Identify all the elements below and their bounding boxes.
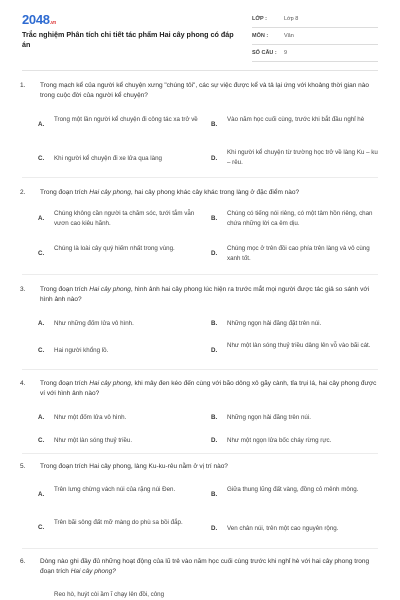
question-divider (22, 453, 378, 454)
option-a[interactable] (38, 319, 206, 331)
option-c[interactable] (38, 518, 206, 540)
page-title: Trắc nghiệm Phân tích chi tiết tác phẩm Hai cây phong có đáp án (22, 30, 234, 49)
option-b[interactable] (211, 485, 379, 507)
option-text: Như những đốm lửa vô hình. (54, 320, 134, 327)
question-stem (40, 188, 378, 198)
meta-row-subject (252, 32, 378, 45)
meta-value: Lớp 8 (284, 16, 299, 22)
option-text: Những ngọn hải đăng trên núi. (227, 414, 311, 421)
option-letter: A. (38, 320, 45, 327)
option-letter: A. (38, 414, 45, 421)
option-text: Những ngọn hải đăng đặt trên núi. (227, 320, 322, 327)
meta-label: MÔN : (252, 33, 269, 39)
question-divider (22, 274, 378, 275)
option-text: Chúng là loài cây quý hiếm nhất trong vùng. (54, 245, 175, 252)
option-text: Vào năm học cuối cùng, trước khi bắt đầu nghỉ hè (227, 116, 365, 123)
question-stem (40, 557, 378, 577)
option-letter: C. (38, 155, 45, 162)
question-stem (40, 379, 378, 399)
option-text: Khi người kể chuyện từ trường học trở về làng Ku – ku – rêu. (227, 149, 378, 166)
stem-text: , hai cây phong khác cây khác trong làng ở đặc điểm nào? (130, 189, 300, 196)
option-letter: D. (211, 437, 218, 444)
option-letter: B. (211, 215, 218, 222)
option-text: Chúng mọc ở trên đồi cao phía trên làng và vô cùng xanh tốt. (227, 245, 370, 262)
option-b[interactable] (211, 319, 379, 331)
option-text: Như một làn sóng thuỷ triều. (54, 437, 133, 444)
option-text: Hai người khổng lồ. (54, 347, 109, 354)
work-title: Hai cây phong (89, 286, 131, 293)
option-letter: A. (38, 491, 45, 498)
option-d[interactable] (211, 244, 379, 266)
option-text: Chúng có tiếng nói riêng, có một tâm hồn riêng, chan chứa những lời ca êm dịu. (227, 210, 373, 227)
question-stem: Trong đoạn trích Hai cây phong, làng Ku-ku-rêu nằm ở vị trí nào? (40, 463, 228, 470)
question-divider (22, 177, 378, 178)
option-a[interactable] (38, 485, 206, 507)
question-divider (22, 369, 378, 370)
stem-text: Dòng nào ghi đầy đủ những hoạt động của lũ trẻ vào năm học cuối cùng trước khi nghỉ hè với hai cây phong trong đoạn trích (40, 558, 370, 575)
question-stem: Trong mạch kể của người kể chuyện xưng "chúng tôi", các sự việc được kể và tả lại ứng với khoảng thời gian nào trong cuộc đời của người kể chuyện? (40, 82, 369, 99)
stem-text: Trong đoạn trích (40, 380, 90, 387)
option-letter: C. (38, 524, 45, 531)
option-letter: D. (211, 250, 218, 257)
option-letter: D. (211, 155, 218, 162)
work-title: Hai cây phong? (70, 568, 116, 575)
option-a[interactable] (38, 590, 206, 600)
option-d[interactable] (211, 436, 379, 448)
option-text: Ven chân núi, trên một cao nguyên rộng. (227, 525, 339, 532)
option-letter: C. (38, 437, 45, 444)
option-b[interactable] (211, 209, 379, 231)
option-letter: B. (211, 414, 218, 421)
option-letter: B. (211, 320, 218, 327)
option-c[interactable] (38, 244, 206, 266)
option-a[interactable] (38, 115, 206, 137)
meta-value: Văn (284, 33, 294, 39)
option-d[interactable] (211, 341, 379, 363)
option-letter: D. (211, 347, 218, 354)
option-b[interactable] (211, 115, 379, 137)
option-a[interactable] (38, 209, 206, 231)
option-letter: B. (211, 121, 218, 128)
logo-main: 2048 (22, 12, 50, 27)
header (0, 0, 400, 62)
option-a[interactable] (38, 413, 206, 425)
option-b[interactable] (211, 413, 379, 425)
meta-label: LỚP : (252, 16, 267, 22)
stem-text: Trong đoạn trích (40, 189, 90, 196)
meta-info (252, 15, 378, 66)
work-title: Hai cây phong (89, 380, 131, 387)
stem-text: , hình ảnh hai cây phong lúc hiện ra trước mắt mọi người được tác giả so sánh với hình ảnh nào? (40, 286, 370, 303)
option-letter: A. (38, 121, 45, 128)
question-number: 4. (20, 380, 26, 387)
option-text: Trong một lần người kể chuyện đi công tác xa trở về (54, 116, 198, 123)
header-divider (22, 70, 378, 71)
option-c[interactable] (38, 151, 206, 173)
question-number: 3. (20, 286, 26, 293)
stem-text: , khi mây đen kéo đến cùng với bão dông xô gãy cành, tỉa trụi lá, hai cây phong được ví với hình ảnh nào? (40, 380, 377, 397)
option-letter: B. (211, 491, 218, 498)
option-text: Trên lưng chừng vách núi của rặng núi Đen. (54, 486, 176, 493)
option-text: Reo hò, huýt còi ầm ĩ chạy lên đồi, công (54, 591, 165, 598)
meta-value: 9 (284, 50, 288, 56)
question-stem (40, 285, 378, 305)
question-number: 5. (20, 463, 26, 470)
option-c[interactable] (38, 346, 206, 358)
question-divider (22, 548, 378, 549)
meta-row-class (252, 15, 378, 28)
work-title: Hai cây phong (89, 189, 131, 196)
option-text: Trên bãi sông đất mỡ màng do phù sa bồi đắp. (54, 519, 183, 526)
question-number: 2. (20, 189, 26, 196)
meta-label: SỐ CÂU : (252, 50, 277, 56)
option-letter: C. (38, 347, 45, 354)
option-d[interactable] (211, 148, 379, 170)
option-text: Như một ngọn lửa bốc cháy rừng rực. (227, 437, 332, 444)
option-letter: C. (38, 250, 45, 257)
option-c[interactable] (38, 436, 206, 448)
option-text: Giữa thung lũng đất vàng, đồng cỏ mênh mông. (227, 486, 359, 493)
option-text: Như một làn sóng thuỷ triều dâng lên vỗ vào bãi cát. (227, 342, 371, 349)
option-text: Khi người kể chuyện đi xe lửa qua làng (54, 155, 162, 162)
option-text: Như một đốm lửa vô hình. (54, 414, 127, 421)
option-text: Chúng không cần người ta chăm sóc, tưới tắm vẫn vươn cao kiêu hãnh. (54, 210, 195, 227)
option-letter: D. (211, 525, 218, 532)
option-letter: A. (38, 215, 45, 222)
meta-row-count (252, 49, 378, 62)
site-logo[interactable] (22, 12, 56, 27)
logo-suffix: .vn (49, 20, 57, 26)
question-number: 1. (20, 82, 26, 89)
stem-text: Trong đoạn trích (40, 286, 90, 293)
question-number: 6. (20, 558, 26, 565)
option-d[interactable] (211, 524, 379, 536)
